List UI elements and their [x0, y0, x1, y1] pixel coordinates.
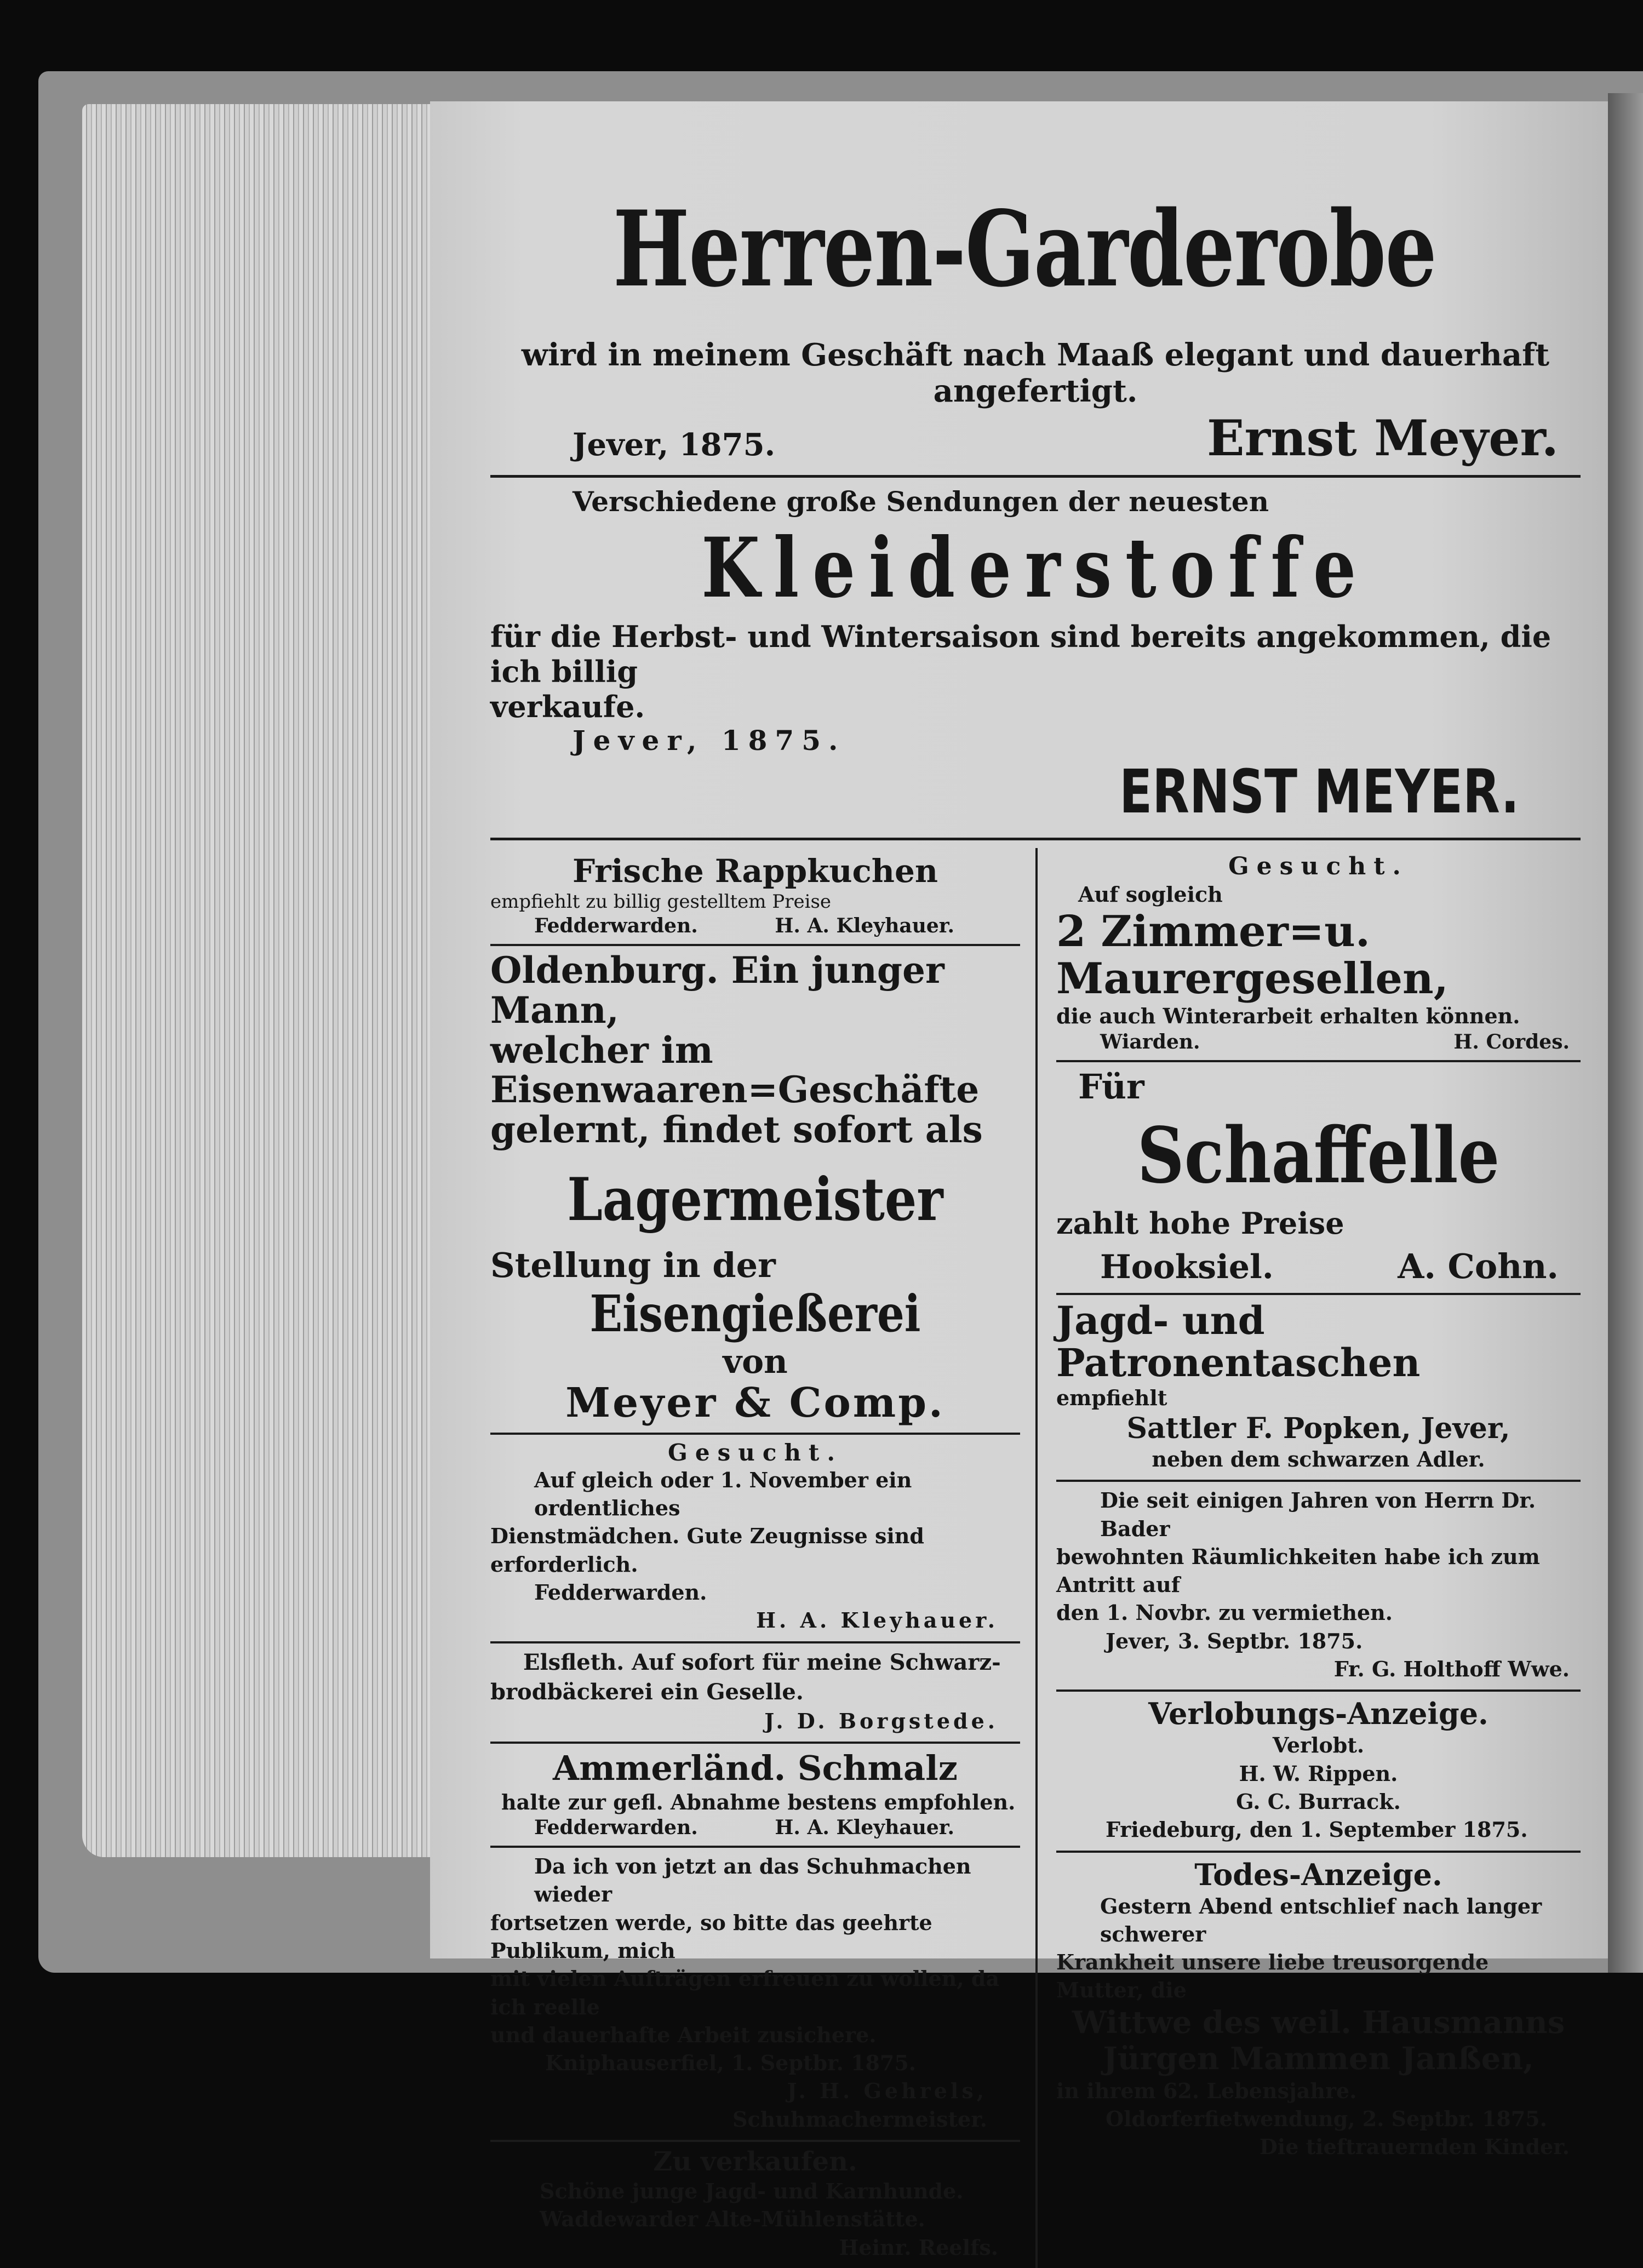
ad-line: Schöne junge Jagd- und Karnhunde.: [540, 2179, 964, 2204]
divider: [490, 475, 1581, 478]
ad-signature: Die tieftrauernden Kinder.: [1259, 2134, 1570, 2160]
ad-place-date: Kniphauserfiel, 1. Septbr. 1875.: [545, 2051, 917, 2076]
ad-place-date: Oldorferfietwendung, 2. Septbr. 1875.: [1106, 2106, 1547, 2132]
ad-deceased-line-1: Wittwe des weil. Hausmanns: [1072, 2004, 1565, 2041]
herren-garderobe-signature: Ernst Meyer.: [1207, 409, 1559, 467]
right-column: [1035, 848, 1581, 2268]
kleider-signature: ERNST MEYER.: [1119, 756, 1519, 827]
ad-title-name: Schuhmachermeister.: [732, 2106, 987, 2132]
ad-line: den 1. Novbr. zu vermiethen.: [1056, 1600, 1393, 1625]
newspaper-page: [430, 101, 1608, 2260]
ad-title: Gesucht.: [668, 1439, 843, 1466]
ad-place: Fedderwarden.: [534, 914, 698, 938]
ad-line: von: [723, 1343, 788, 1382]
ad-line: Gestern Abend entschlief nach langer schwerer: [1100, 1893, 1542, 1946]
ad-line: welcher im Eisenwaaren=Geschäfte: [490, 1028, 980, 1112]
ad-line: Dienstmädchen. Gute Zeugnisse sind erforderlich.: [490, 1524, 925, 1577]
ad-gesucht-gesellen: [1056, 848, 1581, 1062]
ad-line: mit vielen Aufträgen erfreuen zu wollen, da ich reelle: [490, 1966, 1000, 2019]
ad-text: die auch Winterarbeit erhalten können.: [1056, 1004, 1520, 1029]
herren-garderobe-place-date: Jever, 1875.: [573, 426, 776, 463]
ad-columns: [490, 848, 1581, 2268]
ad-line: brodbäckerei ein Geselle.: [490, 1679, 804, 1705]
ad-signature-row: [1056, 1030, 1581, 1053]
ad-name: J. D. Borgstede.: [764, 1708, 998, 1733]
ad-headline: Schaffelle: [1137, 1110, 1500, 1201]
ad-name: H. W. Rippen.: [1239, 1761, 1398, 1786]
ad-name: A. Cohn.: [1398, 1246, 1559, 1286]
ad-text: empfiehlt zu billig gestelltem Preise: [490, 890, 832, 913]
ad-signature-row: [1056, 1241, 1581, 1286]
ad-job-title: Lagermeister: [567, 1165, 943, 1235]
ad-line: bewohnten Räumlichkeiten habe ich zum Antritt auf: [1056, 1544, 1540, 1597]
ad-lagermeister: [490, 946, 1020, 1434]
ad-schmalz: [490, 1744, 1020, 1848]
ad-pre: Auf sogleich: [1078, 881, 1223, 907]
ad-name: H. Cordes.: [1453, 1030, 1570, 1053]
ad-rappkuchen: [490, 848, 1020, 947]
ad-line: Oldenburg. Ein junger Mann,: [490, 949, 944, 1032]
herren-garderobe-subtitle: wird in meinem Geschäft nach Maaß elegant und dauerhaft angefertigt.: [521, 336, 1550, 409]
ad-line: Waddewarder Alte-Mühlenstätte.: [540, 2207, 925, 2232]
page-content: [490, 188, 1581, 2268]
ad-line: Da ich von jetzt an das Schuhmachen wieder: [534, 1854, 971, 1907]
page-stack-edge: [82, 104, 433, 1857]
ad-title: Gesucht.: [1228, 852, 1409, 880]
ad-line: fortsetzen werde, so bitte das geehrte Publikum, mich: [490, 1910, 932, 1963]
ad-title: Ammerländ. Schmalz: [553, 1748, 958, 1788]
ad-line: Die seit einigen Jahren von Herrn Dr. Bader: [1100, 1488, 1536, 1541]
ad-label: Verlobt.: [1272, 1733, 1365, 1758]
ad-schaffelle: [1056, 1062, 1581, 1295]
ad-company: Meyer & Comp.: [565, 1379, 945, 1427]
kleider-text-2: verkaufe.: [490, 689, 645, 724]
ad-deceased-line-2: Jürgen Mammen Janßen,: [1103, 2040, 1534, 2077]
ad-gesucht-dienstmaedchen: [490, 1435, 1020, 1643]
ad-age: in ihrem 62. Lebensjahre.: [1056, 2078, 1357, 2103]
ad-place: Fedderwarden.: [534, 1579, 707, 1605]
ad-place-date: Jever, 3. Septbr. 1875.: [1106, 1628, 1363, 1653]
ad-address: neben dem schwarzen Adler.: [1152, 1446, 1485, 1471]
ad-line: gelernt, findet sofort als: [490, 1108, 983, 1151]
ad-line: Krankheit unsere liebe treusorgende Mutter, die: [1056, 1950, 1489, 2003]
ad-line: Elsfleth. Auf sofort für meine Schwarz-: [523, 1649, 1001, 1675]
kleider-place-date: Jever, 1875.: [573, 724, 846, 757]
left-column: [490, 848, 1035, 2268]
ad-name: Sattler F. Popken, Jever,: [1126, 1411, 1510, 1445]
ad-firm: Eisengießerei: [589, 1284, 921, 1343]
ad-place-date: Friedeburg, den 1. September 1875.: [1106, 1817, 1528, 1842]
ad-signature-row: [490, 914, 1020, 937]
ad-elsfleth: [490, 1643, 1020, 1744]
ad-text: halte zur gefl. Abnahme bestens empfohlen.: [501, 1789, 1016, 1814]
ad-text: empfiehlt: [1056, 1385, 1167, 1410]
herren-garderobe-sig-row: [490, 409, 1581, 467]
ad-headline: 2 Zimmer=u. Maurergesellen,: [1056, 906, 1449, 1004]
ad-title: Zu verkaufen.: [653, 2146, 857, 2178]
divider: [490, 838, 1581, 840]
ad-name: J. H. Gehrels,: [787, 2078, 987, 2104]
ad-name: Heinr. Reelfs.: [839, 2235, 998, 2260]
ad-signature-row: [490, 1816, 1020, 1839]
next-page-edge: [1608, 93, 1643, 1973]
ad-schuhmacher: [490, 1848, 1020, 2142]
ad-name: H. A. Kleyhauer.: [775, 914, 954, 938]
ad-name: H. A. Kleyhauer.: [775, 1816, 954, 1840]
ad-line: und dauerhafte Arbeit zusichere.: [490, 2022, 877, 2047]
ad-vermieten: [1056, 1482, 1581, 1692]
herren-garderobe-title: Herren-Garderobe: [612, 188, 1436, 310]
ad-title: Verlobungs-Anzeige.: [1148, 1696, 1489, 1732]
ad-place: Fedderwarden.: [534, 1816, 698, 1840]
ad-line: Stellung in der: [490, 1245, 776, 1285]
ad-name: G. C. Burrack.: [1236, 1789, 1401, 1814]
ad-line: Auf gleich oder 1. November ein ordentliches: [534, 1467, 912, 1521]
ad-verlobung: [1056, 1692, 1581, 1852]
ad-name: H. A. Kleyhauer.: [756, 1608, 998, 1633]
ad-patronentaschen: [1056, 1295, 1581, 1482]
ad-name: Fr. G. Holthoff Wwe.: [1333, 1657, 1570, 1682]
kleider-intro: Verschiedene große Sendungen der neuesten: [573, 485, 1269, 518]
kleider-title: Kleiderstoffe: [701, 519, 1370, 616]
ad-headline: Jagd- und Patronentaschen: [1056, 1297, 1421, 1385]
ad-title: Frische Rappkuchen: [572, 852, 938, 890]
ad-pre: Für: [1078, 1066, 1144, 1107]
ad-title: Todes-Anzeige.: [1194, 1857, 1442, 1892]
ad-place: Wiarden.: [1100, 1030, 1200, 1053]
ad-zu-verkaufen: [490, 2142, 1020, 2268]
ad-text: zahlt hohe Preise: [1056, 1205, 1344, 1241]
ad-todes: [1056, 1853, 1581, 2168]
kleider-text-1: für die Herbst- und Wintersaison sind bereits angekommen, die ich billig: [490, 618, 1552, 689]
ad-place: Hooksiel.: [1100, 1247, 1274, 1286]
